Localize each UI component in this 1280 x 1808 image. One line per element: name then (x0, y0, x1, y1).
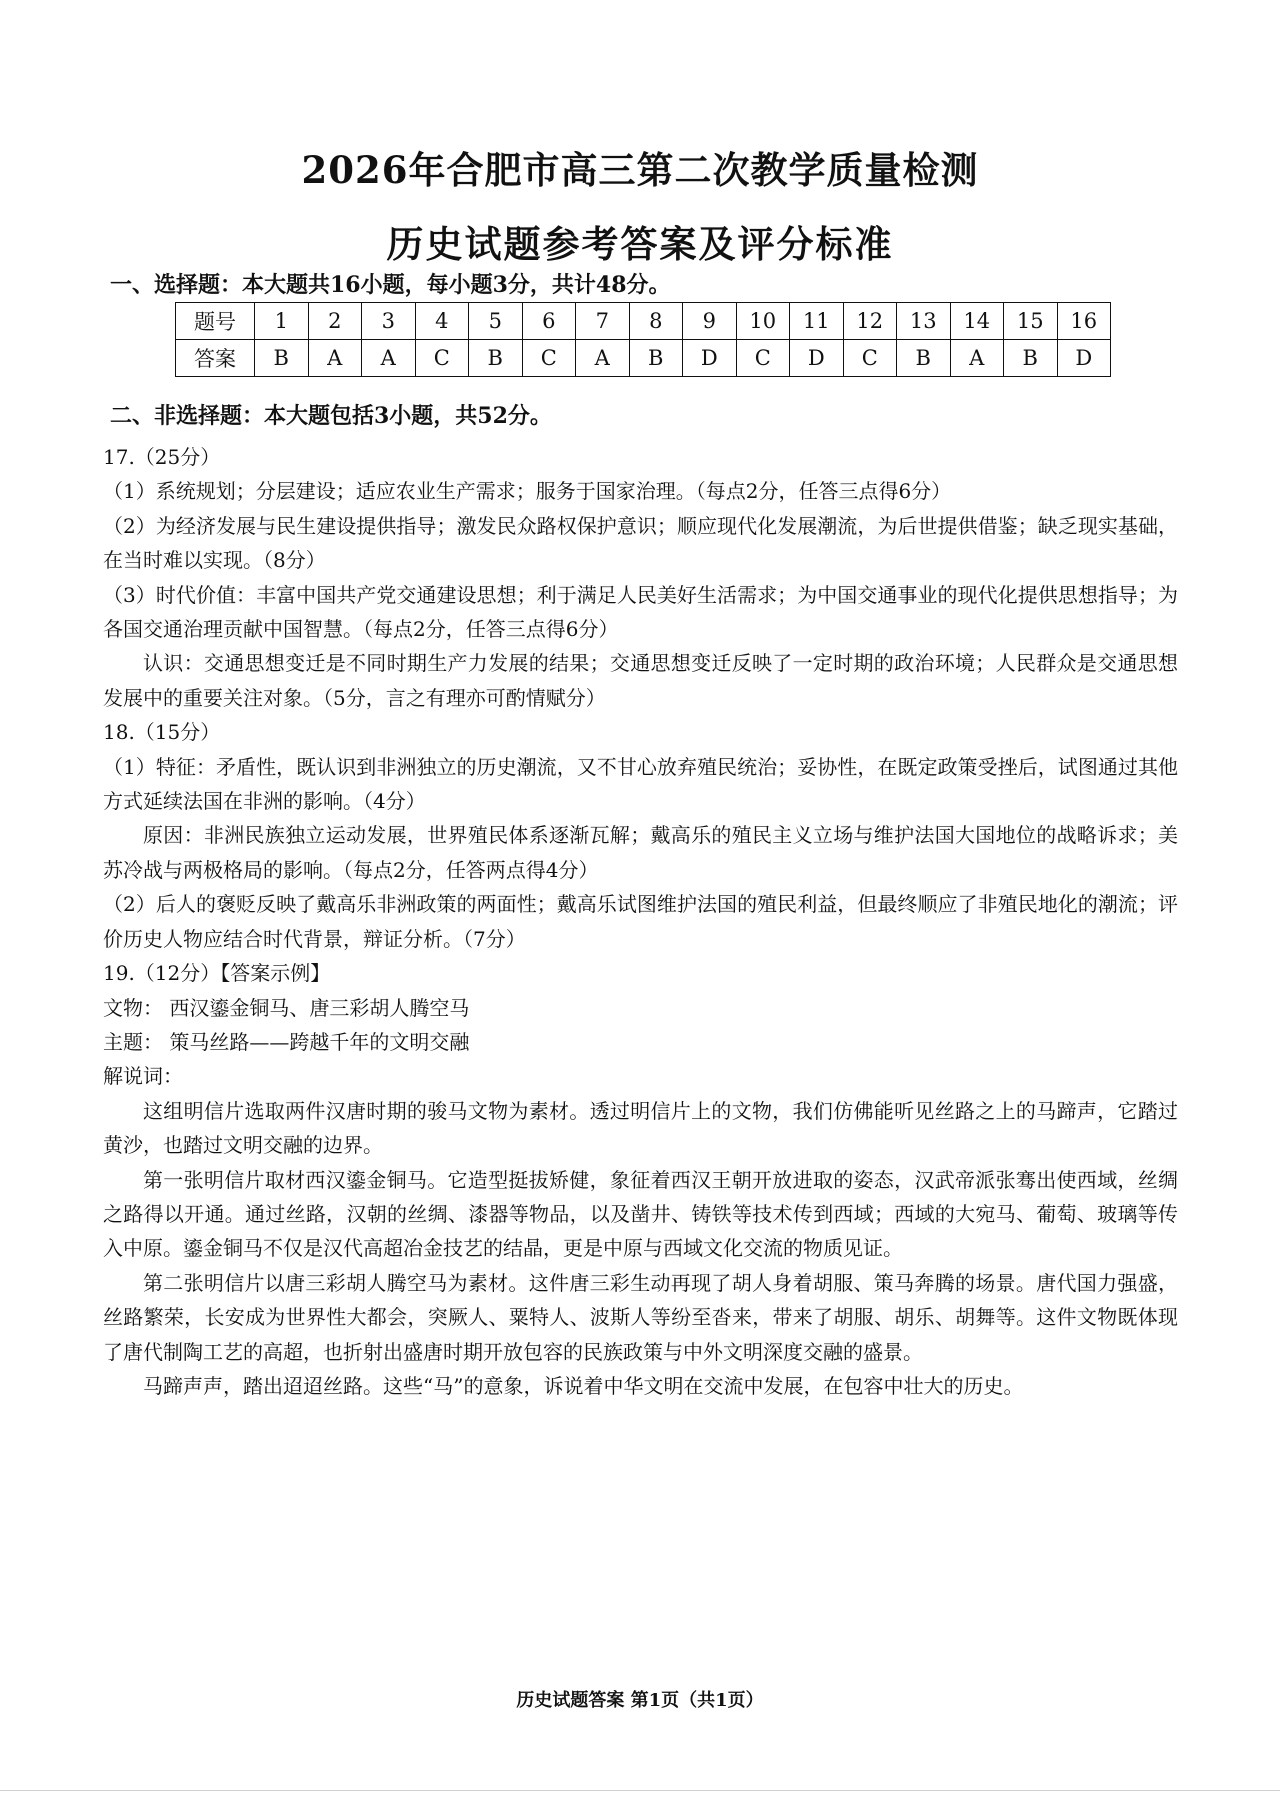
answer-letter: D (790, 340, 844, 377)
answer-letter: A (308, 340, 362, 377)
question-number: 6 (522, 303, 576, 340)
answer-letter: B (469, 340, 523, 377)
answer-letter: B (629, 340, 683, 377)
answer-letter: C (736, 340, 790, 377)
question-number: 5 (469, 303, 523, 340)
q18-reasons: 原因：非洲民族独立运动发展，世界殖民体系逐渐瓦解；戴高乐的殖民主义立场与维护法国大国地位的战略诉求；美苏冷战与两极格局的影响。（每点2分，任答两点得4分） (103, 823, 1178, 882)
question-number: 3 (362, 303, 416, 340)
answer-letter: C (415, 340, 469, 377)
section1-heading: 一、选择题：本大题共16小题，每小题3分，共计48分。 (110, 272, 671, 298)
section2-heading: 二、非选择题：本大题包括3小题，共52分。 (110, 403, 552, 429)
q17-title: 17.（25分） (103, 445, 221, 469)
q17-part1: （1）系统规划；分层建设；适应农业生产需求；服务于国家治理。（每点2分，任答三点得6分） (103, 479, 952, 504)
q19-title: 19.（12分）【答案示例】 (103, 961, 331, 986)
q19-paragraph-3: 第二张明信片以唐三彩胡人腾空马为素材。这件唐三彩生动再现了胡人身着胡服、策马奔腾的场景。唐代国力强盛，丝路繁荣，长安成为世界性大都会，突厥人、粟特人、波斯人等纷至沓来，带来了胡服、胡乐、胡舞等。这件文物既体现了唐代制陶工艺的高超，也折射出盛唐时期开放包容的民族政策与中外文明深度交融的盛景。 (103, 1270, 1178, 1364)
answer-letter: C (522, 340, 576, 377)
q17-understanding: 认识：交通思想变迁是不同时期生产力发展的结果；交通思想变迁反映了一定时期的政治环境；人民群众是交通思想发展中的重要关注对象。（5分，言之有理亦可酌情赋分） (103, 651, 1178, 710)
question-number: 1 (255, 303, 309, 340)
question-number: 11 (790, 303, 844, 340)
question-number: 12 (843, 303, 897, 340)
answer-letter: C (843, 340, 897, 377)
answer-row-label: 答案 (176, 340, 255, 377)
question-number: 8 (629, 303, 683, 340)
answer-letter: D (683, 340, 737, 377)
question-number: 16 (1057, 303, 1111, 340)
answer-letter: A (362, 340, 416, 377)
q19-paragraph-4: 马蹄声声，踏出迢迢丝路。这些“马”的意象，诉说着中华文明在交流中发展，在包容中壮大的历史。 (143, 1373, 1024, 1398)
question-row-label: 题号 (176, 303, 255, 340)
question-number: 10 (736, 303, 790, 340)
answer-letter: B (897, 340, 951, 377)
answer-letter: A (576, 340, 630, 377)
q19-relic: 文物： 西汉鎏金铜马、唐三彩胡人腾空马 (103, 995, 470, 1020)
exam-title: 2026年合肥市高三第二次教学质量检测 (301, 148, 979, 192)
answer-letter: A (950, 340, 1004, 377)
q18-title: 18.（15分） (103, 720, 221, 745)
q19-commentary-label: 解说词： (103, 1064, 183, 1089)
q17-part2: （2）为经济发展与民生建设提供指导；激发民众路权保护意识；顺应现代化发展潮流，为后世提供借鉴；缺乏现实基础，在当时难以实现。（8分） (103, 513, 1178, 573)
question-number: 15 (1004, 303, 1058, 340)
question-number: 4 (415, 303, 469, 340)
q19-paragraph-2: 第一张明信片取材西汉鎏金铜马。它造型挺拔矫健，象征着西汉王朝开放进取的姿态，汉武帝派张骞出使西域，丝绸之路得以开通。通过丝路，汉朝的丝绸、漆器等物品，以及凿井、铸铁等技术传到西域；西域的大宛马、葡萄、玻璃等传入中原。鎏金铜马不仅是汉代高超冶金技艺的结晶，更是中原与西域文化交流的物质见证。 (103, 1167, 1178, 1261)
answer-table-question-row (176, 303, 1111, 340)
section2-body (103, 440, 1178, 1403)
answer-letter: B (255, 340, 309, 377)
q17-part3: （3）时代价值：丰富中国共产党交通建设思想；利于满足人民美好生活需求；为中国交通事业的现代化提供思想指导；为各国交通治理贡献中国智慧。（每点2分，任答三点得6分） (103, 582, 1178, 642)
question-number: 14 (950, 303, 1004, 340)
answer-table (175, 302, 1111, 377)
q19-theme: 主题： 策马丝路——跨越千年的文明交融 (103, 1029, 470, 1054)
answer-table-answer-row (176, 340, 1111, 377)
q18-part2: （2）后人的褒贬反映了戴高乐非洲政策的两面性；戴高乐试图维护法国的殖民利益，但最终顺应了非殖民地化的潮流；评价历史人物应结合时代背景，辩证分析。（7分） (103, 892, 1178, 951)
question-number: 13 (897, 303, 951, 340)
question-number: 7 (576, 303, 630, 340)
answer-letter: B (1004, 340, 1058, 377)
question-number: 9 (683, 303, 737, 340)
bottom-divider (0, 1790, 1280, 1791)
q18-part1: （1）特征：矛盾性，既认识到非洲独立的历史潮流，又不甘心放弃殖民统治；妥协性，在既定政策受挫后，试图通过其他方式延续法国在非洲的影响。（4分） (103, 754, 1178, 814)
exam-subtitle: 历史试题参考答案及评分标准 (386, 222, 894, 266)
answer-letter: D (1057, 340, 1111, 377)
page-footer: 历史试题答案 第1页（共1页） (516, 1690, 764, 1711)
q19-paragraph-1: 这组明信片选取两件汉唐时期的骏马文物为素材。透过明信片上的文物，我们仿佛能听见丝路之上的马蹄声，它踏过黄沙，也踏过文明交融的边界。 (103, 1098, 1178, 1158)
question-number: 2 (308, 303, 362, 340)
